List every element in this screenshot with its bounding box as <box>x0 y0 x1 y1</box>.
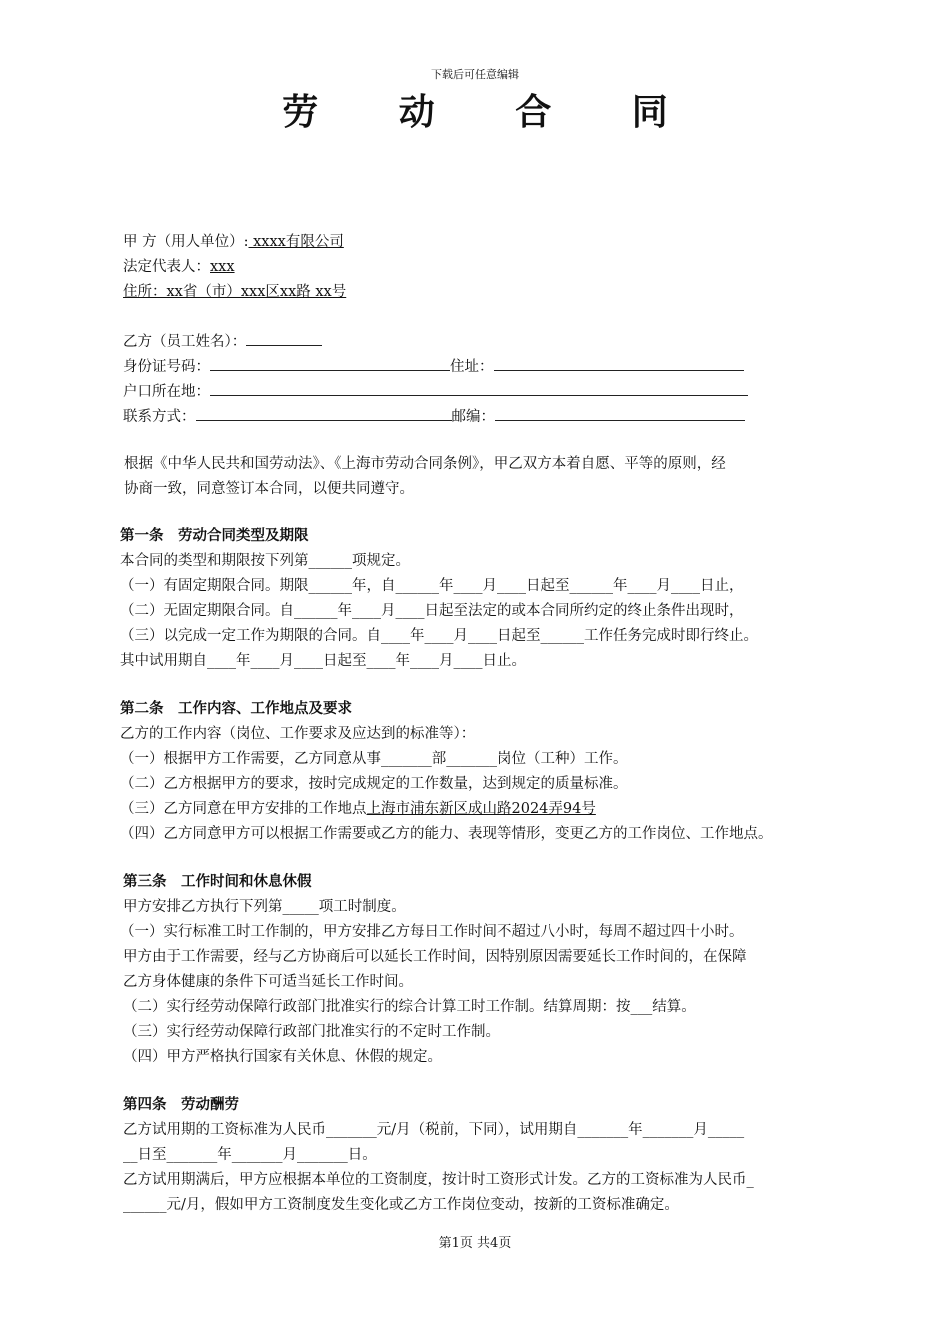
legal-rep-name: xxx <box>210 259 235 275</box>
article-1-line: 本合同的类型和期限按下列第______项规定。 <box>120 553 410 569</box>
article-3-line: （三）实行经劳动保障行政部门批准实行的不定时工作制。 <box>123 1024 500 1040</box>
contact-label: 联系方式： <box>123 409 196 425</box>
article-3-line: 甲方由于工作需要，经与乙方协商后可以延长工作时间，因特别原因需要延长工作时间的，在保障 <box>123 949 747 965</box>
article-2-line: （一）根据甲方工作需要，乙方同意从事_______部_______岗位（工种）工作。 <box>120 751 628 767</box>
party-b-name-label: 乙方（员工姓名）： <box>123 334 247 350</box>
header-note: 下载后可任意编辑 <box>431 68 519 81</box>
article-4-line: 乙方试用期的工资标准为人民币_______元/月（税前，下同），试用期自_______年_______月_____ <box>123 1122 745 1138</box>
article-4-heading: 第四条 劳动酬劳 <box>123 1096 239 1113</box>
id-number-blank[interactable] <box>210 356 450 371</box>
article-3-line: （二）实行经劳动保障行政部门批准实行的综合计算工时工作制。结算周期：按___结算。 <box>123 999 696 1015</box>
party-b-name-blank[interactable] <box>246 331 322 346</box>
article-1-line: （二）无固定期限合同。自______年____月____日起至法定的或本合同所约定的终止条件出现时， <box>120 603 744 619</box>
document-title: 劳 动 合 同 <box>282 91 702 133</box>
article-1-line: 其中试用期自____年____月____日起至____年____月____日止。 <box>120 653 526 669</box>
article-3-line: （一）实行标准工时工作制的，甲方安排乙方每日工作时间不超过八小时，每周不超过四十小时。 <box>120 924 744 940</box>
work-place: 上海市浦东新区成山路2024弄94号 <box>366 801 596 817</box>
address-blank[interactable] <box>494 356 744 371</box>
page-number: 第1页 共4页 <box>438 1236 512 1251</box>
work-place-prefix: （三）乙方同意在甲方安排的工作地点 <box>120 801 367 817</box>
party-a-name: xxxx有限公司 <box>248 234 344 250</box>
article-4-line: __日至_______年_______月_______日。 <box>123 1147 377 1163</box>
article-2-heading: 第二条 工作内容、工作地点及要求 <box>120 700 352 717</box>
hukou-blank[interactable] <box>210 381 748 396</box>
address-label: 住址： <box>450 359 494 375</box>
party-b-name-line <box>123 331 322 352</box>
zip-label: 邮编： <box>451 409 495 425</box>
contact-blank[interactable] <box>196 406 452 421</box>
article-2-line-4: （四）乙方同意甲方可以根据工作需要或乙方的能力、表现等情形，变更乙方的工作岗位、工作地点。 <box>120 826 773 842</box>
article-3-heading: 第三条 工作时间和休息休假 <box>123 873 312 890</box>
legal-rep-line <box>123 257 235 277</box>
article-2-line: （二）乙方根据甲方的要求，按时完成规定的工作数量，达到规定的质量标准。 <box>120 776 628 792</box>
hukou-label: 户口所在地： <box>123 384 210 400</box>
article-1-heading: 第一条 劳动合同类型及期限 <box>120 527 309 544</box>
party-a-label: 甲 方（用人单位）: <box>123 234 249 250</box>
article-3-line: 乙方身体健康的条件下可适当延长工作时间。 <box>123 974 413 990</box>
article-2-line: 乙方的工作内容（岗位、工作要求及应达到的标准等）： <box>120 726 476 742</box>
party-a-line <box>123 232 344 252</box>
article-1-line: （一）有固定期限合同。期限______年，自______年____月____日起至______年____月____日止， <box>120 578 744 594</box>
article-1-line: （三）以完成一定工作为期限的合同。自____年____月____日起至______工作任务完成时即行终止。 <box>120 628 758 644</box>
article-4-line: 乙方试用期满后，甲方应根据本单位的工资制度，按计时工资形式计发。乙方的工资标准为人民币_ <box>123 1172 754 1188</box>
article-4-line: ______元/月，假如甲方工资制度发生变化或乙方工作岗位变动，按新的工资标准确定。 <box>123 1197 679 1213</box>
preamble-line-1: 根据《中华人民共和国劳动法》、《上海市劳动合同条例》，甲乙双方本着自愿、平等的原则，经 <box>124 456 726 472</box>
party-a-address: 住所：xx省（市）xxx区xx路 xx号 <box>123 284 347 300</box>
article-3-line: 甲方安排乙方执行下列第_____项工时制度。 <box>123 899 406 915</box>
zip-blank[interactable] <box>495 406 745 421</box>
hukou-line <box>123 381 748 402</box>
legal-rep-label: 法定代表人： <box>123 259 210 275</box>
article-2-line-3 <box>120 799 596 819</box>
preamble-line-2: 协商一致，同意签订本合同，以便共同遵守。 <box>124 481 414 497</box>
id-number-line <box>123 356 744 377</box>
id-number-label: 身份证号码： <box>123 359 210 375</box>
article-3-line: （四）甲方严格执行国家有关休息、休假的规定。 <box>123 1049 442 1065</box>
contact-line <box>123 406 745 427</box>
